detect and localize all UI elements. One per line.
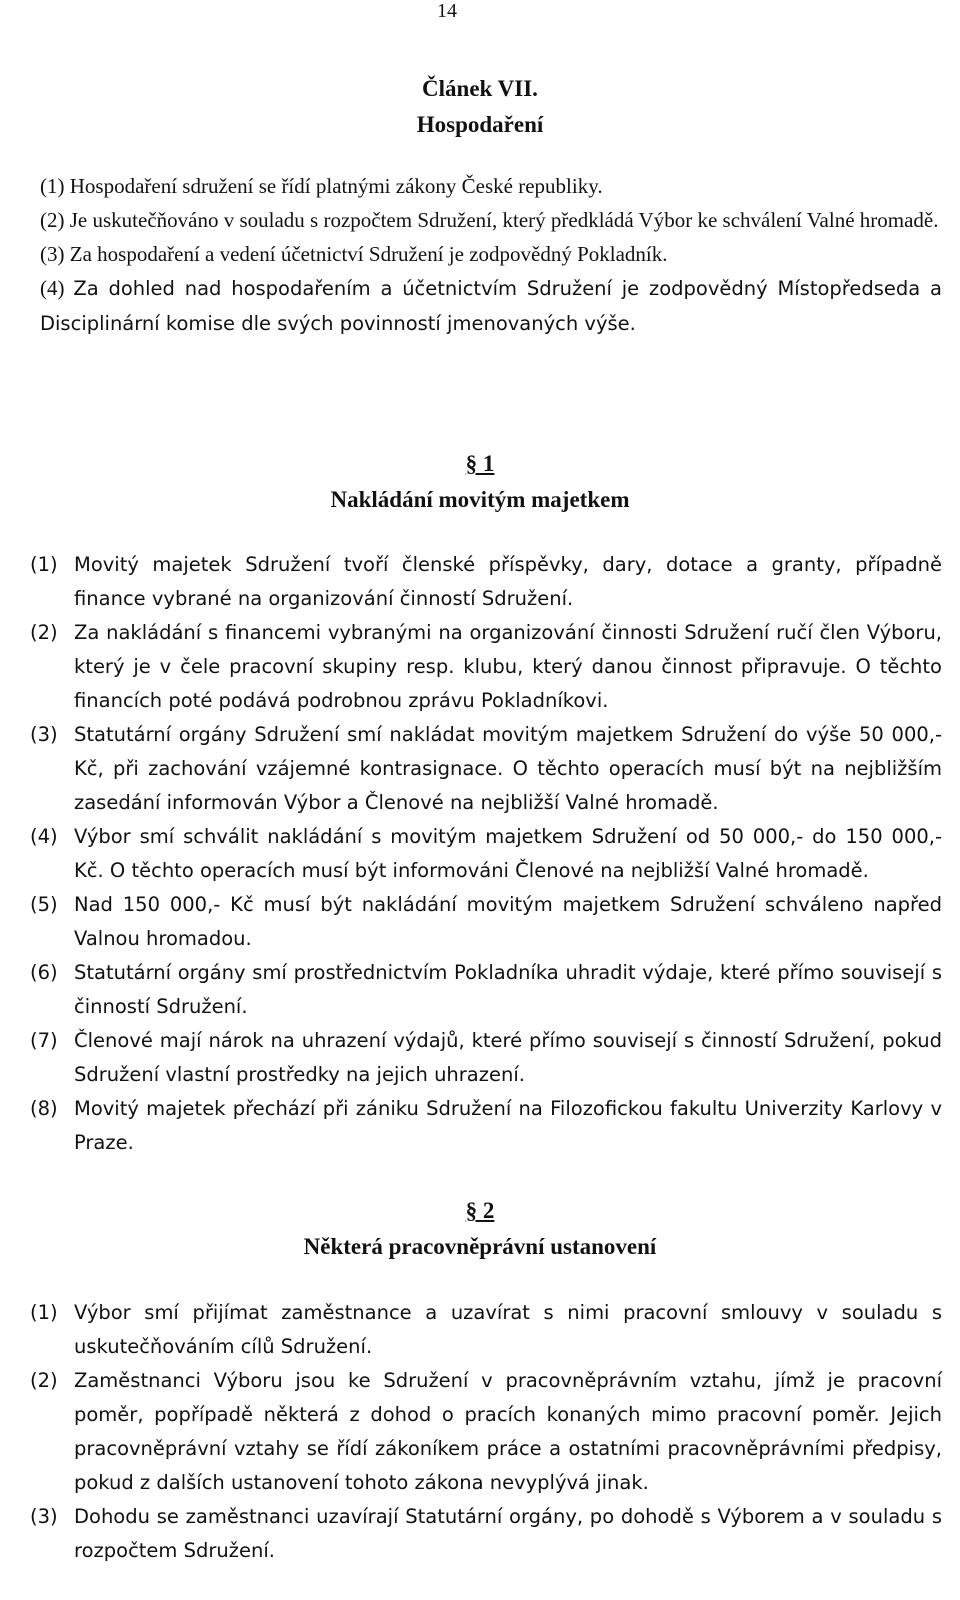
item-text: Statutární orgány Sdružení smí nakládat movitým majetkem Sdružení do výše 50 000,- Kč, při zachování vzájemné kontrasignace. O těchto operacích musí být na nejbližším zasedání informován Výbor a Členové na nejbližší Valné hromadě. — [74, 723, 942, 814]
item-text: Statutární orgány smí prostřednictvím Pokladníka uhradit výdaje, které přímo souvisejí s činností Sdružení. — [74, 961, 942, 1018]
section-number: § 1 — [465, 451, 495, 476]
item-label: (8) — [30, 1097, 58, 1120]
paragraph — [30, 169, 942, 203]
paragraph-label: (3) — [40, 242, 65, 266]
article-heading — [0, 71, 960, 143]
item-label: (2) — [30, 621, 58, 644]
item-text: Za nakládání s financemi vybranými na organizování činnosti Sdružení ručí člen Výboru, který je v čele pracovní skupiny resp. klubu, který danou činnost připravuje. O těchto financích poté podává podrobnou zprávu Pokladníkovi. — [74, 621, 942, 712]
section-title: Nakládání movitým majetkem — [330, 487, 630, 512]
list-item — [30, 888, 942, 956]
list-item — [30, 1092, 942, 1160]
item-label: (1) — [30, 1301, 58, 1324]
list-item — [30, 616, 942, 718]
paragraph-label: (1) — [40, 174, 65, 198]
section-2-items — [30, 1296, 942, 1568]
list-item — [30, 820, 942, 888]
item-label: (2) — [30, 1369, 58, 1392]
paragraph-text: Hospodaření sdružení se řídí platnými zákony České republiky. — [69, 174, 603, 198]
paragraph-label: (2) — [40, 208, 65, 232]
section-heading — [0, 446, 960, 518]
item-text: Výbor smí schválit nakládání s movitým majetkem Sdružení od 50 000,- do 150 000,- Kč. O těchto operacích musí být informováni Členové na nejbližší Valné hromadě. — [74, 825, 942, 882]
item-label: (6) — [30, 961, 58, 984]
item-label: (3) — [30, 1505, 58, 1528]
paragraph — [30, 271, 942, 341]
item-text: Dohodu se zaměstnanci uzavírají Statutární orgány, po dohodě s Výborem a v souladu s rozpočtem Sdružení. — [74, 1505, 942, 1562]
item-label: (5) — [30, 893, 58, 916]
paragraph-text: Je uskutečňováno v souladu s rozpočtem Sdružení, který předkládá Výbor ke schválení Valné hromadě. — [69, 208, 939, 232]
list-item — [30, 956, 942, 1024]
article-title: Hospodaření — [416, 112, 544, 137]
paragraph-text: Za dohled nad hospodařením a účetnictvím Sdružení je zodpovědný Místopředseda a Disciplinární komise dle svých povinností jmenovaných výše. — [40, 277, 942, 335]
section-1-items — [30, 548, 942, 1160]
item-label: (4) — [30, 825, 58, 848]
section-number: § 2 — [465, 1198, 495, 1223]
item-label: (1) — [30, 553, 58, 576]
page-number: 14 — [437, 0, 457, 22]
item-text: Výbor smí přijímat zaměstnance a uzavírat s nimi pracovní smlouvy v souladu s uskutečňováním cílů Sdružení. — [74, 1301, 942, 1358]
item-label: (3) — [30, 723, 58, 746]
item-text: Movitý majetek přechází při zániku Sdružení na Filozofickou fakultu Univerzity Karlovy v Praze. — [74, 1097, 942, 1154]
list-item — [30, 1364, 942, 1500]
article-paragraphs — [30, 169, 942, 341]
paragraph-label: (4) — [40, 276, 65, 300]
section-heading — [0, 1193, 960, 1265]
section-title: Některá pracovněprávní ustanovení — [303, 1234, 657, 1259]
list-item — [30, 1024, 942, 1092]
article-number: Článek VII. — [422, 76, 538, 101]
paragraph-text: Za hospodaření a vedení účetnictví Sdružení je zodpovědný Pokladník. — [69, 242, 668, 266]
paragraph — [30, 203, 942, 237]
item-text: Movitý majetek Sdružení tvoří členské příspěvky, dary, dotace a granty, případně finance vybrané na organizování činností Sdružení. — [74, 553, 942, 610]
paragraph — [30, 237, 942, 271]
list-item — [30, 1296, 942, 1364]
list-item — [30, 718, 942, 820]
list-item — [30, 1500, 942, 1568]
item-text: Zaměstnanci Výboru jsou ke Sdružení v pracovněprávním vztahu, jímž je pracovní poměr, popřípadě některá z dohod o pracích konaných mimo pracovní poměr. Jejich pracovněprávní vztahy se řídí zákoníkem práce a ostatními pracovněprávními předpisy, pokud z dalších ustanovení tohoto zákona nevyplývá jinak. — [74, 1369, 942, 1494]
item-text: Nad 150 000,- Kč musí být nakládání movitým majetkem Sdružení schváleno napřed Valnou hromadou. — [74, 893, 942, 950]
item-label: (7) — [30, 1029, 58, 1052]
list-item — [30, 548, 942, 616]
item-text: Členové mají nárok na uhrazení výdajů, které přímo souvisejí s činností Sdružení, pokud Sdružení vlastní prostředky na jejich uhrazení. — [74, 1029, 942, 1086]
